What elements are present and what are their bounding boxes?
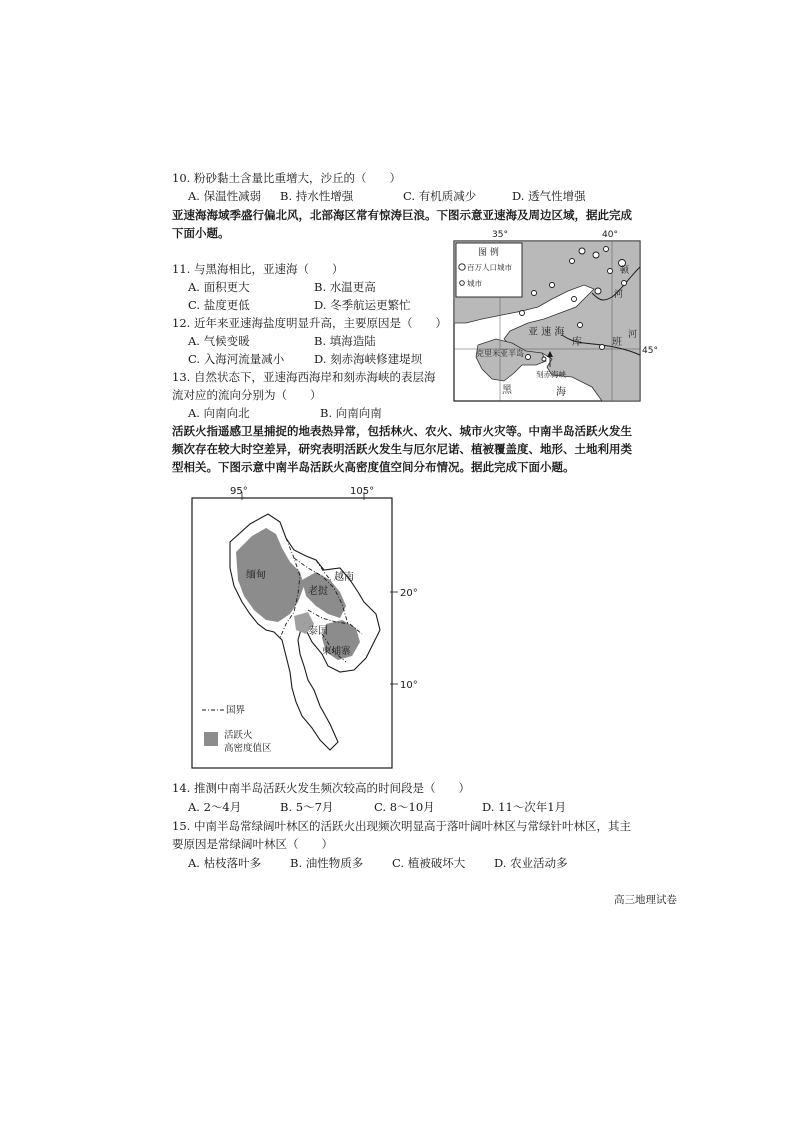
q11-options-row1 (188, 279, 438, 295)
q11-option-d[interactable]: D. 冬季航运更繁忙 (314, 298, 411, 312)
q10-stem: 10. 粉砂黏土含量比重增大，沙丘的（ ） (172, 171, 401, 185)
kuban-label-1: 库 (572, 337, 582, 348)
don-label: 顿 (620, 266, 630, 276)
q11-options-row2 (188, 297, 438, 313)
azov-lon-40: 40° (602, 230, 618, 240)
azov-legend-city: 城市 (467, 279, 482, 288)
vietnam-label: 越南 (334, 572, 354, 583)
myanmar-label: 缅甸 (246, 570, 266, 581)
q12-option-d[interactable]: D. 刻赤海峡修建堤坝 (314, 352, 423, 366)
q13-line2: 流对应的流向分别为（ ） (172, 388, 322, 402)
q12-option-b[interactable]: B. 填海造陆 (314, 334, 376, 348)
q10-option-d[interactable]: D. 透气性增强 (512, 189, 586, 203)
q15-option-b[interactable]: B. 油性物质多 (290, 856, 364, 870)
azov-lon-35: 35° (492, 230, 508, 240)
q13-options (188, 405, 438, 421)
footer-title: 高三地理试卷 (614, 894, 677, 906)
q15-option-c[interactable]: C. 植被破坏大 (392, 856, 466, 870)
intro2-line2: 频次存在较大时空差异，研究表明活跃火发生与厄尔尼诺、植被覆盖度、地形、土地利用类 (172, 442, 632, 456)
q11-option-c[interactable]: C. 盐度更低 (188, 298, 250, 312)
black-sea-label-2: 海 (556, 387, 566, 398)
indochina-fire-map (190, 484, 440, 774)
q15-option-a[interactable]: A. 枯枝落叶多 (188, 856, 262, 870)
q11-option-a[interactable]: A. 面积更大 (188, 280, 250, 294)
intro2-line3: 型相关。下图示意中南半岛活跃火高密度值空间分布情况。据此完成下面小题。 (172, 460, 575, 474)
q10-option-a[interactable]: A. 保温性减弱 (188, 189, 262, 203)
q10-option-c[interactable]: C. 有机质减少 (403, 189, 477, 203)
indochina-lon-95: 95° (230, 486, 248, 497)
q15-line1: 15. 中南半岛常绿阔叶林区的活跃火出现频次明显高于落叶阔叶林区与常绿针叶林区，其主 (172, 819, 631, 833)
city-symbol (460, 281, 465, 286)
indochina-lat-10: 10° (400, 680, 418, 691)
q14-option-c[interactable]: C. 8～10月 (374, 800, 435, 814)
black-sea-label-1: 黑 (502, 385, 512, 396)
intro2-line1: 活跃火指遥感卫星捕捉的地表热异常，包括林火、农火、城市火灾等。中南半岛活跃火发生 (172, 424, 632, 438)
q10-options (188, 188, 608, 204)
q11-option-b[interactable]: B. 水温更高 (314, 280, 376, 294)
q12-stem: 12. 近年来亚速海盐度明显升高，主要原因是（ ） (172, 316, 447, 330)
q12-option-c[interactable]: C. 入海河流量减小 (188, 352, 285, 366)
million-city-symbol (459, 264, 465, 270)
q14-options (188, 799, 608, 815)
river-label-2: 河 (614, 290, 624, 300)
border-legend-label: 国界 (226, 705, 246, 716)
kerch-strait-label: 刻赤海峡 (536, 370, 566, 379)
intro1-line1: 亚速海海域季盛行偏北风，北部海区常有惊涛巨浪。下图示意亚速海及周边区域，据此完成 (172, 208, 632, 222)
intro1-line2: 下面小题。 (172, 226, 230, 240)
kuban-label-2: 班 (612, 337, 622, 348)
azov-lat-45: 45° (642, 346, 658, 356)
fire-legend-swatch (204, 732, 218, 746)
indochina-lat-20: 20° (400, 588, 418, 599)
indochina-lon-105: 105° (350, 486, 375, 497)
azov-sea-name: 亚 速 海 (528, 327, 565, 338)
q15-option-d[interactable]: D. 农业活动多 (494, 856, 568, 870)
thailand-label: 泰国 (308, 626, 328, 637)
fire-legend-label-2: 高密度值区 (224, 743, 272, 754)
q14-option-b[interactable]: B. 5～7月 (280, 800, 334, 814)
q12-options-row2 (188, 351, 438, 367)
q14-option-d[interactable]: D. 11～次年1月 (482, 800, 567, 814)
q13-line1: 13. 自然状态下，亚速海西海岸和刻赤海峡的表层海 (172, 370, 436, 384)
q13-option-a[interactable]: A. 向南向北 (188, 406, 250, 420)
fire-legend-label-1: 活跃火 (224, 730, 253, 741)
q10-option-b[interactable]: B. 持水性增强 (280, 189, 354, 203)
q12-option-a[interactable]: A. 气候变暖 (188, 334, 250, 348)
azov-legend-title: 图 例 (478, 248, 499, 258)
azov-sea-map (452, 227, 658, 409)
q11-stem: 11. 与黑海相比，亚速海（ ） (172, 262, 344, 276)
river-label-1: 河 (628, 330, 638, 340)
q12-options-row1 (188, 333, 438, 349)
crimea-label: 克里米亚半岛 (476, 349, 524, 358)
q13-option-b[interactable]: B. 向南向南 (320, 406, 382, 420)
q15-options (188, 855, 608, 871)
q14-option-a[interactable]: A. 2～4月 (188, 800, 242, 814)
azov-legend-million-city: 百万人口城市 (467, 263, 512, 272)
q15-line2: 要原因是常绿阔叶林区（ ） (172, 837, 333, 851)
laos-label: 老挝 (308, 586, 328, 597)
cambodia-label: 柬埔寨 (322, 646, 351, 657)
q14-stem: 14. 推测中南半岛活跃火发生频次较高的时间段是（ ） (172, 781, 470, 795)
